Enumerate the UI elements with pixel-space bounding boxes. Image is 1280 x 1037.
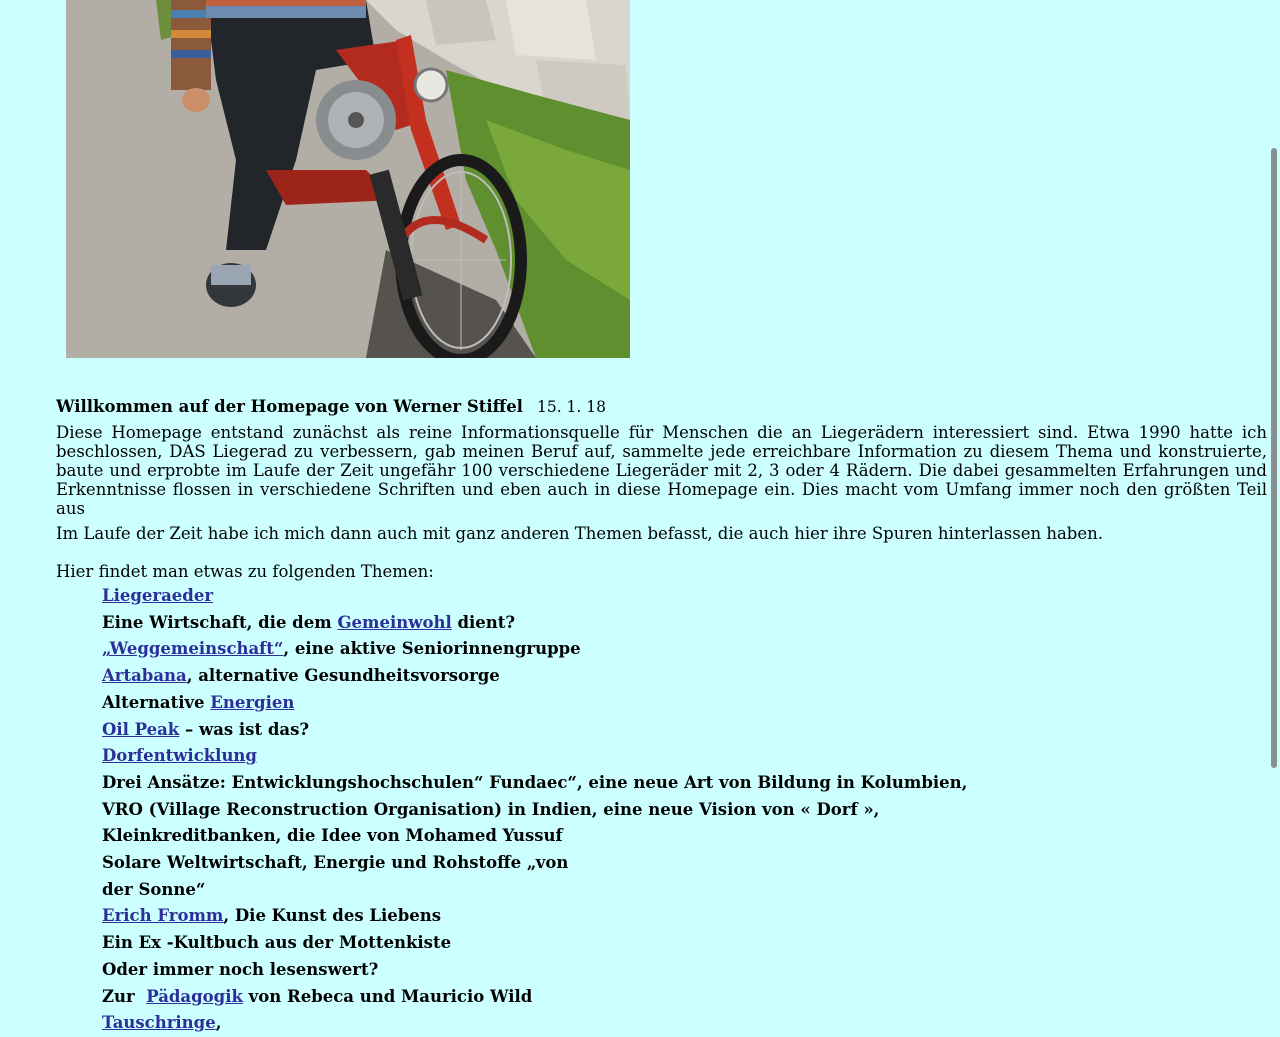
intro-paragraph: Diese Homepage entstand zunächst als reine Informationsquelle für Menschen die an Liegerädern interessiert sind. Etwa 1990 hatte ich beschlossen, DAS Liegerad zu verbessern, gab meinen Beruf auf, sammelte jede erreichbare Information zu diesem Thema und konstruierte, baute und erprobte im Laufe der Zeit ungefähr 100 verschiedene Liegeräder mit 2, 3 oder 4 Rädern. Die dabei gesammelten Erfahrungen und Erkenntnisse flossen in verschiedene Schriften und eben auch in diese Homepage ein. Dies macht vom Umfang immer noch den größten Teil aus [56, 423, 1267, 518]
list-item: Kleinkreditbanken, die Idee von Mohamed Yussuf [102, 826, 563, 846]
item-text: , Die Kunst des Liebens [223, 906, 442, 926]
intro-paragraph-2: Im Laufe der Zeit habe ich mich dann auch mit ganz anderen Themen befasst, die auch hier ihre Spuren hinterlassen haben. [56, 524, 1104, 543]
item-text: , alternative Gesundheitsvorsorge [186, 666, 500, 686]
list-item: der Sonne“ [102, 879, 206, 899]
item-text: Eine Wirtschaft, die dem [102, 612, 338, 632]
list-item [102, 663, 1267, 690]
themes-heading: Hier findet man etwas zu folgenden Themen: [56, 562, 434, 581]
scrollbar-thumb[interactable] [1271, 148, 1277, 768]
update-date: 15. 1. 18 [536, 398, 606, 416]
list-item [102, 743, 1267, 770]
list-item: Solare Weltwirtschaft, Energie und Rohstoffe „von [102, 853, 569, 873]
link-weggemeinschaft[interactable]: „Weggemeinschaft“ [102, 639, 284, 659]
welcome-title: Willkommen auf der Homepage von Werner Stiffel [56, 397, 523, 416]
item-text: von Rebeca und Mauricio Wild [242, 986, 533, 1006]
list-item [102, 984, 1267, 1011]
item-text: Zur [102, 986, 147, 1006]
link-tauschringe[interactable]: Tauschringe [102, 1013, 216, 1033]
list-item: Drei Ansätze: Entwicklungshochschulen“ Fundaec“, eine neue Art von Bildung in Kolumbien, [102, 772, 968, 792]
list-item: VRO (Village Reconstruction Organisation) in Indien, eine neue Vision von « Dorf », [102, 799, 880, 819]
list-item [102, 636, 1267, 663]
welcome-heading [56, 396, 1267, 418]
link-dorfentwicklung[interactable]: Dorfentwicklung [102, 746, 257, 766]
item-text: dient? [451, 612, 516, 632]
list-item [102, 610, 1267, 637]
recumbent-trike-photo [66, 0, 630, 358]
link-energien[interactable]: Energien [210, 692, 295, 712]
link-artabana[interactable]: Artabana [102, 666, 187, 686]
link-gemeinwohl[interactable]: Gemeinwohl [337, 612, 452, 632]
item-text: , eine aktive Seniorinnengruppe [283, 639, 581, 659]
list-item [102, 583, 1267, 610]
item-text: , [215, 1013, 222, 1033]
item-text: – was ist das? [179, 719, 310, 739]
link-liegeraeder[interactable]: Liegeraeder [102, 586, 214, 605]
main-content [56, 396, 1267, 1037]
link-paedagogik[interactable]: Pädagogik [146, 986, 243, 1006]
list-item [102, 690, 1267, 717]
item-text: Alternative [102, 692, 211, 712]
list-item [102, 717, 1267, 744]
link-oil-peak[interactable]: Oil Peak [102, 719, 180, 739]
list-item [102, 903, 1267, 930]
topic-list [56, 583, 1267, 1037]
link-erich-fromm[interactable]: Erich Fromm [102, 906, 224, 926]
list-item: Ein Ex -Kultbuch aus der Mottenkiste [102, 933, 452, 953]
list-item: Oder immer noch lesenswert? [102, 959, 379, 979]
vertical-scrollbar[interactable] [1266, 0, 1280, 1024]
